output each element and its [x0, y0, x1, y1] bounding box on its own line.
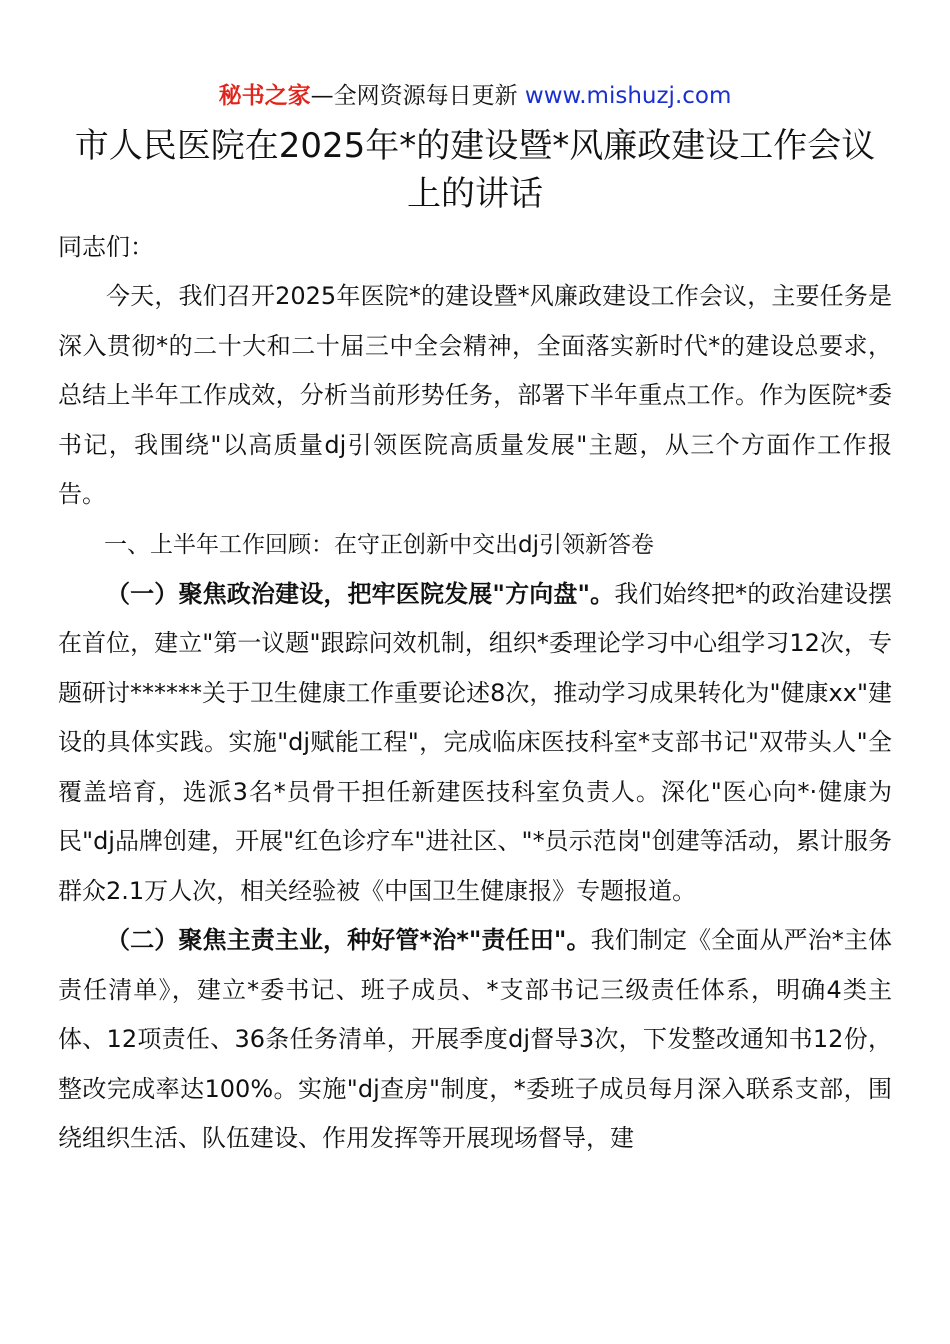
item-1-text: 我们始终把*的政治建设摆在首位，建立"第一议题"跟踪问效机制，组织*委理论学习中心组学习12次，专题研讨******关于卫生健康工作重要论述8次，推动学习成果转化为"健康xx"建设的具体实践。实施"dj赋能工程"，完成临床医技科室*支部书记"双带头人"全覆盖培育，选派3名*员骨干担任新建医技科室负责人。深化"医心向*·健康为民"dj品牌创建，开展"红色诊疗车"进社区、"*员示范岗"创建等活动，累计服务群众2.1万人次，相关经验被《中国卫生健康报》专题报道。: [58, 579, 893, 905]
document-title: 市人民医院在2025年*的建设暨*风廉政建设工作会议上的讲话: [74, 126, 876, 214]
section-1-item-2: [58, 916, 892, 1164]
banner-url-link[interactable]: www.mishuzj.com: [524, 83, 732, 109]
document-body: [58, 222, 892, 1164]
item-1-lead: （一）聚焦政治建设，把牢医院发展"方向盘"。: [106, 579, 615, 608]
item-2-lead: （二）聚焦主责主业，种好管*治*"责任田"。: [106, 926, 591, 954]
banner-tagline: —全网资源每日更新: [310, 83, 525, 109]
section-heading-1: 一、上半年工作回顾：在守正创新中交出dj引领新答卷: [104, 531, 654, 558]
item-2-text: 我们制定《全面从严治*主体责任清单》，建立*委书记、班子成员、*支部书记三级责任体系，明确4类主体、12项责任、36条任务清单，开展季度dj督导3次，下发整改通知书12份，整改完成率达100%。实施"dj查房"制度，*委班子成员每月深入联系支部，围绕组织生活、队伍建设、作用发挥等开展现场督导，建: [58, 926, 893, 1152]
banner-brand: 秘书之家: [218, 83, 311, 109]
intro-paragraph: 今天，我们召开2025年医院*的建设暨*风廉政建设工作会议，主要任务是深入贯彻*的二十大和二十届三中全会精神，全面落实新时代*的建设总要求，总结上半年工作成效，分析当前形势任务，部署下半年重点工作。作为医院*委书记，我围绕"以高质量dj引领医院高质量发展"主题，从三个方面作工作报告。: [58, 282, 892, 508]
greeting: 同志们：: [58, 233, 154, 261]
section-1-item-1: [58, 570, 892, 917]
site-banner: [0, 80, 950, 112]
